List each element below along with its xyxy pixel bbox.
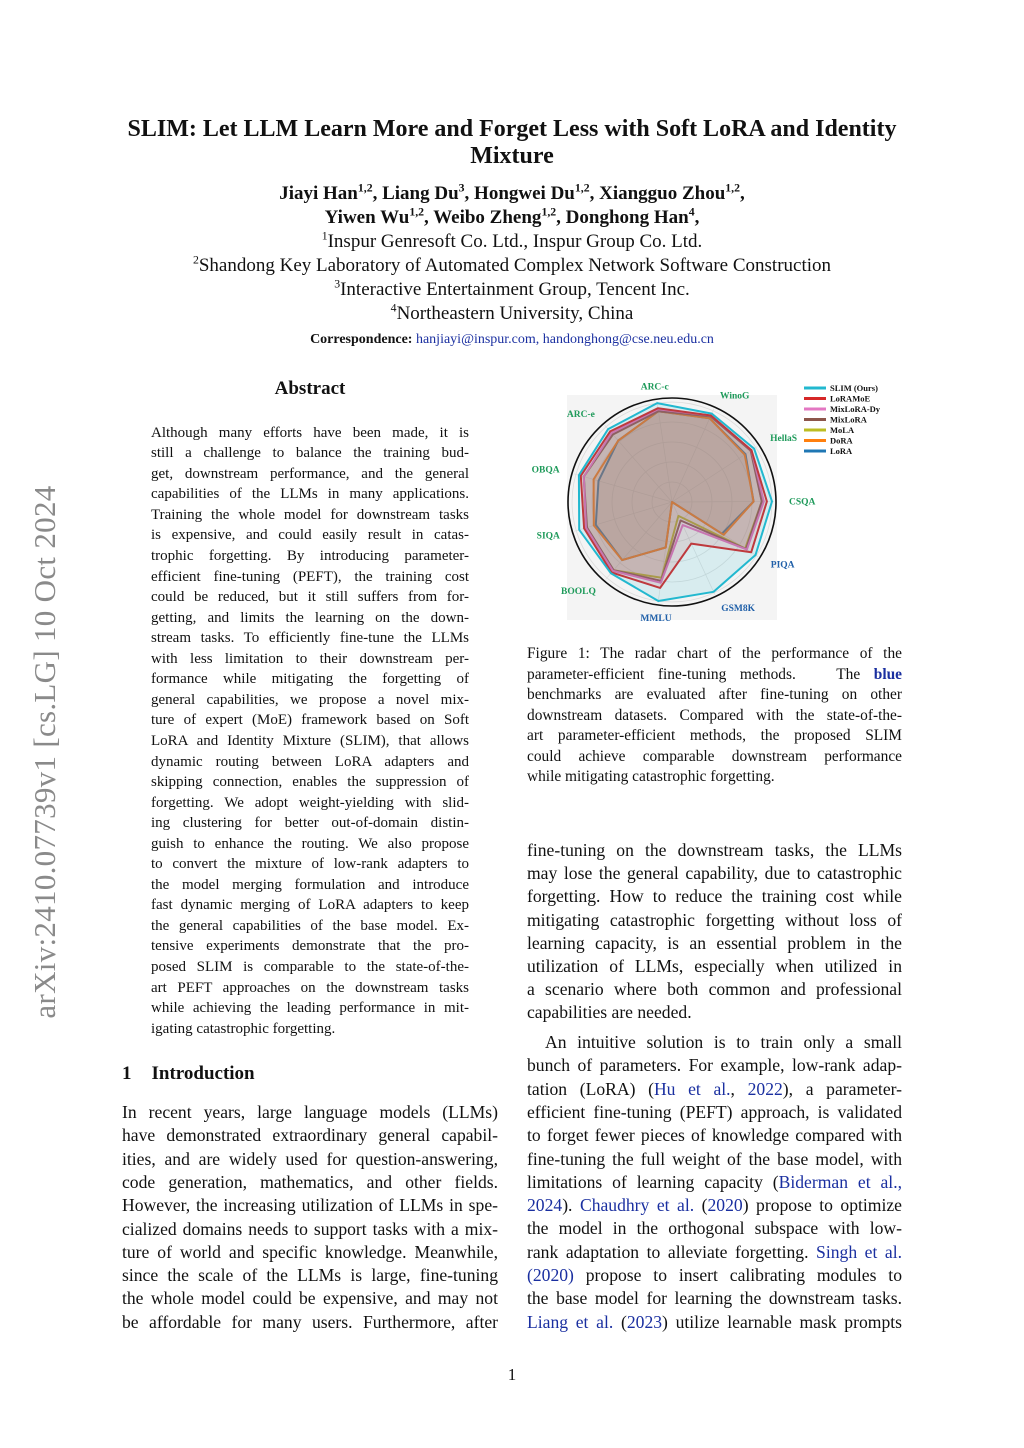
author-affiliation-mark: 4: [688, 205, 695, 219]
text-line: code generation, mathematics, and other fields.: [122, 1171, 498, 1192]
author-name: Liang Du: [382, 183, 459, 204]
axis-label: WinoG: [720, 391, 750, 402]
text-line: efficient fine-tuning (PEFT), the training cost: [151, 568, 469, 585]
text-line: ities, and are widely used for question-answering,: [122, 1148, 498, 1169]
text-line: could be reduced, but it still suffers from for-: [151, 589, 469, 606]
citation-link[interactable]: (: [527, 1265, 533, 1286]
legend-label: MixLoRA-Dy: [830, 404, 881, 414]
paper-title-line-2: Mixture: [470, 143, 554, 169]
legend-label: LoRA: [830, 446, 853, 456]
text-line: cialized domains needs to support tasks with a mix-: [122, 1218, 498, 1239]
author-line: Yiwen Wu$^{1,2}$, Weibo Zheng$^{1,2}$, Donghong Han$^4$,: [324, 205, 700, 228]
text-line: a scenario where both common and professional: [527, 979, 902, 1000]
text-line: mitigating catastrophic forgetting without loss of: [527, 909, 902, 930]
citation-link[interactable]: 2022: [747, 1078, 783, 1099]
axis-label: OBQA: [531, 465, 560, 476]
text-line: formance while mitigating the forgetting of: [151, 671, 469, 688]
text-line: learning capacity, is an essential problem in the: [527, 932, 902, 953]
affiliation-mark: 2: [192, 253, 199, 267]
author-name: Weibo Zheng: [433, 207, 542, 228]
axis-label: SIQA: [536, 531, 560, 542]
text-line: [527, 666, 902, 684]
legend-label: MoLA: [830, 425, 855, 435]
author-affiliation-mark: 1,2: [409, 205, 425, 219]
author-affiliation-mark: 1,2: [725, 181, 741, 195]
text-line: the model merging formulation and introduce: [151, 876, 469, 893]
text-line: Figure 1: The radar chart of the performance of the: [527, 645, 902, 663]
text-line: dynamic routing between LoRA adapters and: [151, 753, 469, 770]
text-line: the general capabilities of the base model. Ex-: [151, 917, 469, 934]
text-run: ), a parameter-: [782, 1078, 902, 1099]
text-line: the whole model could be expensive, and may not: [122, 1288, 498, 1309]
text-run: rank adaptation to alleviate forgetting.: [527, 1241, 817, 1262]
affiliation-text: Inspur Genresoft Co. Ltd., Inspur Group Co. Ltd.: [327, 231, 703, 252]
author-line: Jiayi Han$^{1,2}$, Liang Du$^3$, Hongwei Du$^{1,2}$, Xiangguo Zhou$^{1,2}$,: [279, 181, 745, 204]
text-line: igating catastrophic forgetting.: [151, 1020, 336, 1037]
affiliation-mark: 1: [321, 229, 328, 243]
text-line: fine-tuning on the downstream tasks, the LLMs: [527, 840, 902, 861]
text-line: since the scale of the LLMs is large, fine-tuning: [122, 1265, 498, 1286]
text-run: limitations of learning capacity (: [527, 1171, 779, 1192]
affiliation-mark: 4: [390, 301, 397, 315]
citation-link[interactable]: Singh et al.: [816, 1241, 903, 1262]
text-run: propose to insert calibrating modules to: [573, 1265, 902, 1286]
axis-label: GSM8K: [721, 604, 755, 615]
author-affiliation-mark: 1,2: [574, 181, 590, 195]
author-affiliation-mark: 3: [458, 181, 465, 195]
text-line: An intuitive solution is to train only a small: [545, 1032, 902, 1053]
affiliation-text: Interactive Entertainment Group, Tencent Inc.: [340, 279, 690, 300]
text-line: [527, 1312, 902, 1333]
text-line: [527, 1265, 902, 1286]
text-run: parameter-efficient fine-tuning methods. The: [527, 665, 874, 683]
text-line: [527, 1079, 902, 1100]
legend-label: DoRA: [830, 435, 853, 446]
text-line: skipping connection, enables the suppression of: [151, 774, 469, 791]
section-heading-introduction: [122, 1063, 255, 1085]
axis-label: ARC-e: [566, 410, 595, 420]
text-run: (: [694, 1195, 708, 1216]
text-line: is expensive, and could easily result in catas-: [151, 527, 469, 544]
correspondence-label: Correspondence:: [310, 332, 413, 347]
citation-link[interactable]: Chaudhry et al.: [579, 1195, 695, 1216]
affiliation-mark: 3: [334, 277, 341, 291]
text-line: [527, 1242, 902, 1263]
axis-label: BOOLQ: [561, 586, 596, 597]
text-line: ture of expert (MoE) framework based on Soft: [151, 712, 469, 729]
text-line: get, downstream performance, and the general: [151, 465, 469, 482]
author-name: Jiayi Han: [279, 183, 358, 204]
correspondence-emails[interactable]: hanjiayi@inspur.com, handonghong@cse.neu.edu.cn: [415, 332, 714, 347]
citation-link[interactable]: ): [568, 1265, 574, 1286]
text-line: getting, and limits the learning on the down-: [151, 609, 469, 626]
text-line: ture of world and specific knowledge. Meanwhile,: [122, 1241, 498, 1262]
axis-label: PIQA: [770, 560, 795, 571]
text-line: LoRA and Identity Mixture (SLIM), that allows: [151, 732, 469, 749]
text-line: could achieve comparable downstream performance: [527, 747, 902, 765]
text-line: general capabilities, we propose a novel mix-: [151, 691, 469, 708]
text-line: be affordable for many users. Furthermore, after: [122, 1311, 498, 1332]
correspondence: [0, 332, 1024, 348]
affiliation: [0, 231, 1024, 253]
text-line: In recent years, large language models (LLMs): [122, 1102, 498, 1123]
text-line: forgetting. We adopt weight-yielding with slid-: [151, 794, 469, 811]
text-line: to forget fewer pieces of knowledge compared with: [527, 1125, 902, 1146]
abstract-heading: Abstract: [274, 378, 346, 399]
affiliation-text: Northeastern University, China: [396, 303, 634, 324]
text-line: ing clustering for better out-of-domain distin-: [151, 815, 469, 832]
author-name: Yiwen Wu: [324, 207, 410, 228]
arxiv-stamp: arXiv:2410.07739v1 [cs.LG] 10 Oct 2024: [27, 485, 62, 1019]
text-line: tensive experiments demonstrate that the pro-: [151, 938, 469, 955]
text-line: downstream datasets. Compared with the state-of-the-: [527, 706, 902, 724]
legend-label: SLIM (Ours): [830, 383, 878, 393]
text-run: ,: [730, 1078, 748, 1099]
affiliation-text: Shandong Key Laboratory of Automated Complex Network Software Construction: [198, 255, 832, 276]
citation-link[interactable]: Hu et al.: [653, 1078, 731, 1099]
text-line: trophic forgetting. By introducing parameter-: [151, 548, 469, 564]
section-number: 1: [122, 1063, 132, 1084]
legend-label: MixLoRA: [830, 414, 867, 425]
text-line: while mitigating catastrophic forgetting.: [527, 768, 775, 786]
text-line: guish to enhance the routing. We also propose: [151, 835, 469, 852]
text-line: [527, 1195, 902, 1216]
text-run: ) propose to optimize: [742, 1195, 902, 1216]
text-line: may lose the general capability, due to catastrophic: [527, 863, 902, 884]
text-line: art PEFT approaches on the downstream tasks: [151, 979, 469, 996]
text-line: bunch of parameters. For example, low-rank adap-: [527, 1055, 902, 1076]
text-line: with less limitation to their downstream per-: [151, 650, 469, 667]
text-line: capabilities of the LLMs in many applications.: [151, 486, 469, 503]
text-run: ).: [562, 1195, 580, 1216]
author-name: Donghong Han: [565, 207, 689, 228]
text-run: (: [613, 1311, 627, 1332]
text-line: while achieving the leading performance in mit-: [151, 1000, 469, 1017]
highlight-text: blue: [873, 665, 902, 683]
text-line: utilization of LLMs, especially when utilized in: [527, 956, 902, 977]
text-line: However, the increasing utilization of LLMs in spe-: [122, 1195, 498, 1216]
author-name: Xiangguo Zhou: [599, 183, 726, 204]
page-number: 1: [507, 1365, 517, 1384]
axis-label: HellaS: [770, 434, 798, 445]
section-title: Introduction: [151, 1063, 255, 1084]
affiliation: [0, 279, 1024, 301]
text-line: Although many efforts have been made, it is: [151, 424, 469, 441]
text-run: tation (LoRA) (: [527, 1078, 654, 1099]
citation-link[interactable]: 2023: [626, 1311, 663, 1332]
text-line: efficient fine-tuning (PEFT) approach, is validated: [527, 1101, 902, 1122]
axis-label: ARC-c: [640, 382, 669, 393]
citation-link[interactable]: Liang et al.: [527, 1311, 614, 1332]
axis-label: MMLU: [640, 613, 672, 624]
citation-link[interactable]: 2024: [527, 1195, 563, 1216]
text-run: ) utilize learnable mask prompts: [662, 1311, 902, 1332]
paper-title-line-1: SLIM: Let LLM Learn More and Forget Less with Soft LoRA and Identity: [127, 116, 897, 142]
text-line: stream tasks. To efficiently fine-tune the LLMs: [151, 630, 469, 647]
text-line: have demonstrated extraordinary general capabil-: [122, 1125, 498, 1146]
text-line: art parameter-efficient methods, the proposed SLIM: [527, 727, 902, 745]
legend-label: LoRAMoE: [830, 393, 871, 404]
radar-chart: [527, 375, 907, 625]
affiliation: [0, 255, 1024, 277]
text-line: Training the whole model for downstream tasks: [151, 506, 469, 523]
text-line: the model in the orthogonal subspace with low-: [527, 1218, 902, 1239]
text-line: to convert the mixture of low-rank adapters to: [151, 856, 469, 873]
affiliation: [0, 303, 1024, 325]
text-line: [527, 1172, 902, 1193]
text-line: benchmarks are evaluated after fine-tuning on other: [527, 686, 902, 704]
axis-label: CSQA: [789, 497, 816, 508]
author-affiliation-mark: 1,2: [541, 205, 557, 219]
text-line: still a challenge to balance the training bud-: [151, 445, 469, 462]
citation-link[interactable]: 2020: [532, 1265, 569, 1286]
author-affiliation-mark: 1,2: [357, 181, 373, 195]
text-line: capabilities are needed.: [527, 1002, 692, 1023]
text-line: fine-tuning the full weight of the base model, with: [527, 1148, 902, 1169]
citation-link[interactable]: 2020: [707, 1195, 743, 1216]
text-line: posed SLIM is comparable to the state-of-the-: [151, 959, 469, 975]
author-name: Hongwei Du: [474, 183, 575, 204]
text-line: forgetting. How to reduce the training cost while: [527, 886, 902, 907]
citation-link[interactable]: Biderman et al.,: [778, 1171, 902, 1192]
text-line: the base model for learning the downstream tasks.: [527, 1288, 902, 1309]
text-line: fast dynamic merging of LoRA adapters to keep: [151, 897, 469, 914]
